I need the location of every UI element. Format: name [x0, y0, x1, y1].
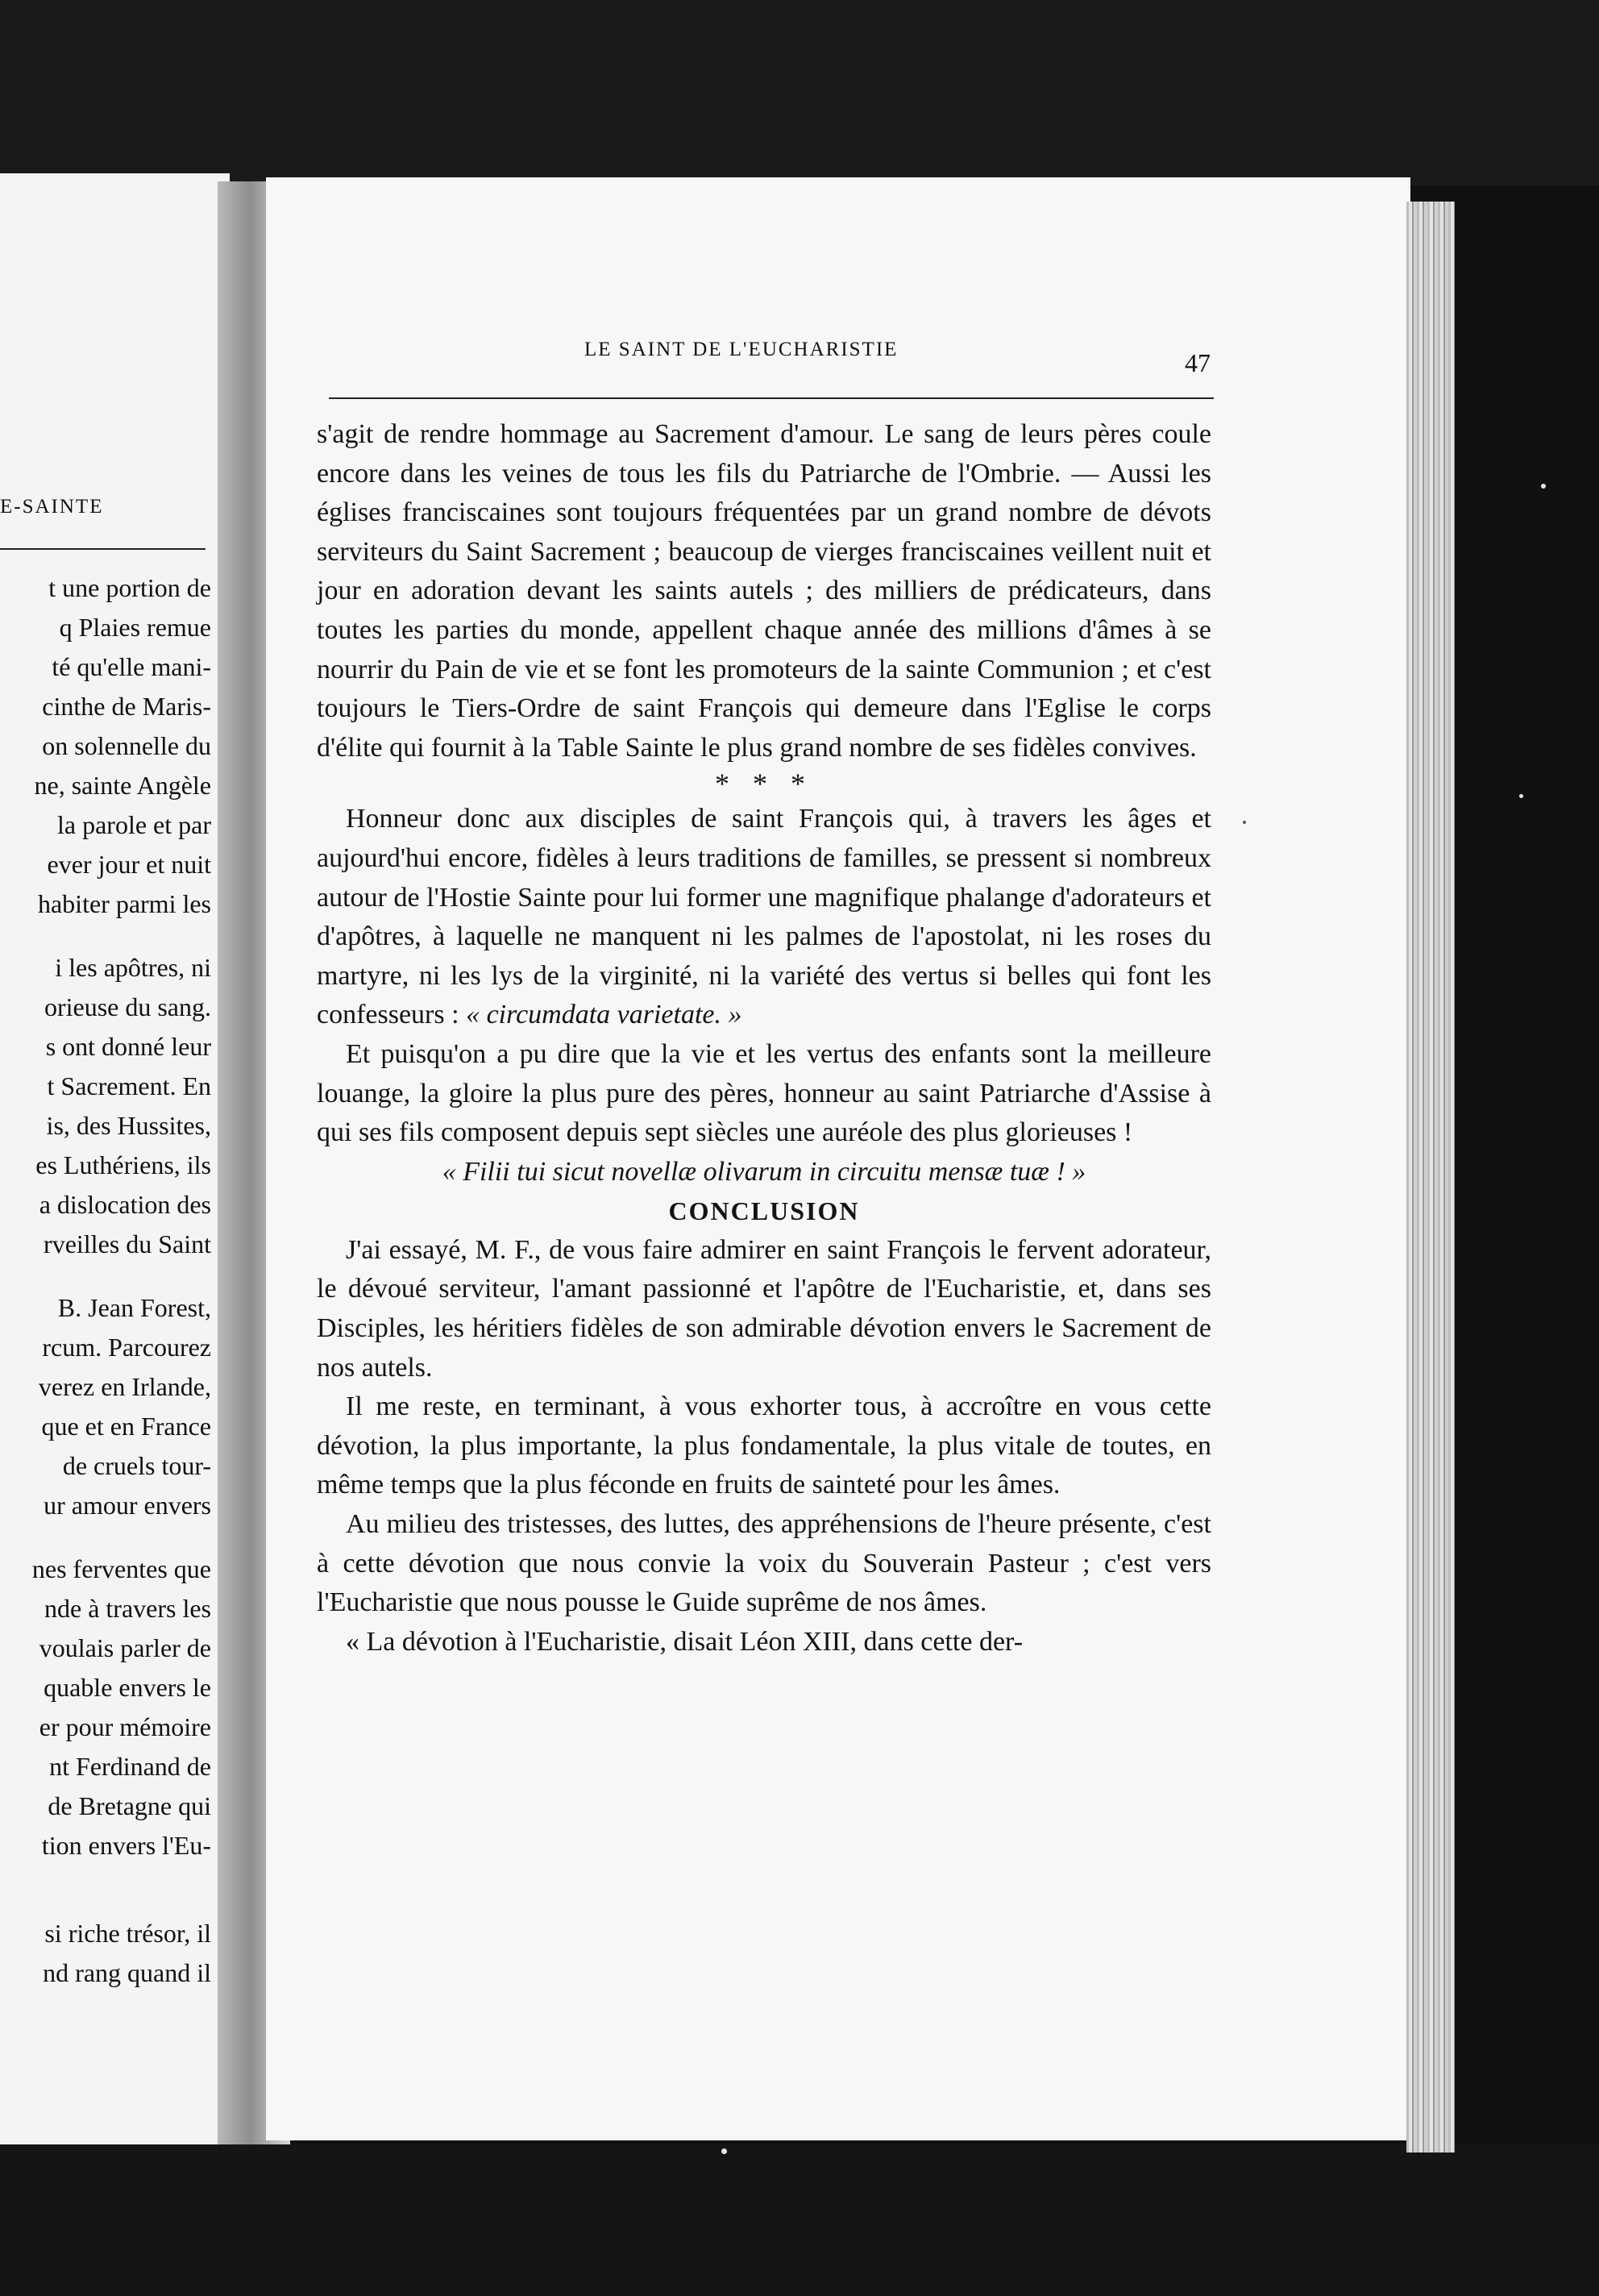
header-rule: [329, 397, 1214, 399]
left-page-gap: [0, 1866, 211, 1890]
left-page-text: [0, 568, 211, 1993]
paragraph-6: Au milieu des tristesses, des luttes, des appréhensions de l'heure présente, c'est à cette dévotion que nous convie la voix du Souverain Pasteur ; c'est vers l'Eucharistie que nous pousse le Guide suprême de nos âmes.: [317, 1509, 1211, 1618]
left-page-gap: [0, 1890, 211, 1914]
paragraph-1: s'agit de rendre hommage au Sacrement d'amour. Le sang de leurs pères coule encore dans les veines de tous les fils du Patriarche de l'Ombrie. — Aussi les églises franciscaines sont toujours fréquentées par un grand nombre de dévots serviteurs du Saint Sacrement ; beaucoup de vierges franciscaines veillent nuit et jour en adoration devant les saints autels ; des milliers de prédicateurs, dans toutes les parties du monde, appellent chaque année des millions d'âmes à se nourrir du Pain de vie et se font les promoteurs de la sainte Communion ; et c'est toujours le Tiers-Ordre de saint François qui demeure dans l'Eglise le corps d'élite qui fournit à la Table Sainte le plus grand nombre de ses fidèles convives.: [317, 419, 1211, 763]
left-page: [0, 173, 230, 2144]
left-page-line: nde à travers les: [44, 1594, 211, 1623]
dust-speck: [721, 2148, 727, 2154]
paragraph-2: [317, 800, 1211, 1035]
left-page-header: E-SAINTE: [0, 496, 104, 518]
conclusion-title: CONCLUSION: [668, 1196, 860, 1226]
asterism: * * *: [715, 767, 813, 801]
left-page-line: on solennelle du: [42, 731, 211, 760]
dust-speck: [1243, 821, 1246, 824]
left-page-line: nt Ferdinand de: [49, 1752, 211, 1781]
left-page-line: a dislocation des: [39, 1190, 211, 1219]
left-page-gap: [0, 1264, 211, 1288]
left-page-line: cinthe de Maris-: [42, 692, 211, 721]
left-page-line: habiter parmi les: [37, 889, 211, 918]
left-page-line: la parole et par: [57, 810, 211, 839]
page-edges: [1406, 202, 1455, 2152]
left-page-gap: [0, 924, 211, 948]
dust-speck: [1519, 794, 1523, 798]
background-bottom: [0, 2144, 1599, 2296]
left-page-line: de cruels tour-: [62, 1451, 211, 1480]
left-page-line: tion envers l'Eu-: [41, 1831, 211, 1860]
left-page-line: q Plaies remue: [59, 613, 211, 642]
left-page-line: nes ferventes que: [31, 1554, 211, 1583]
paragraph-3: Et puisqu'on a pu dire que la vie et les vertus des enfants sont la meilleure louange, la gloire la plus pure des pères, honneur au saint Patriarche d'Assise à qui ses fils composent depuis sept siècles une auréole des plus glorieuses !: [317, 1038, 1211, 1148]
left-page-line: B. Jean Forest,: [57, 1293, 211, 1322]
page-body: [317, 415, 1211, 1662]
paragraph-7: « La dévotion à l'Eucharistie, disait Léon XIII, dans cette der-: [346, 1626, 1024, 1657]
dust-speck: [1541, 484, 1546, 489]
background-top: [0, 0, 1599, 185]
running-header: LE SAINT DE L'EUCHARISTIE: [584, 339, 899, 360]
left-page-line: s ont donné leur: [45, 1032, 211, 1061]
paragraph-5: Il me reste, en terminant, à vous exhorter tous, à accroître en vous cette dévotion, la plus importante, la plus fondamentale, la plus vitale de toutes, en même temps que la plus féconde en fruits de sainteté pour les âmes.: [317, 1391, 1211, 1500]
paragraph-2-quote: « circumdata varietate. »: [466, 1000, 742, 1030]
left-page-line: orieuse du sang.: [44, 992, 211, 1021]
left-page-line: voulais parler de: [39, 1633, 211, 1662]
left-page-line: verez en Irlande,: [38, 1372, 211, 1401]
left-page-line: té qu'elle mani-: [52, 652, 211, 681]
left-page-line: i les apôtres, ni: [55, 953, 211, 982]
paragraph-4: J'ai essayé, M. F., de vous faire admirer en saint François le fervent adorateur, le dévoué serviteur, l'amant passionné et l'apôtre de l'Eucharistie, et, dans ses Disciples, les héritiers fidèles de son admirable dévotion envers le Sacrement de nos autels.: [317, 1234, 1211, 1383]
left-page-line: ever jour et nuit: [47, 850, 211, 879]
left-page-line: ne, sainte Angèle: [34, 771, 211, 800]
left-page-line: nd rang quand il: [43, 1958, 211, 1987]
left-page-gap: [0, 1525, 211, 1549]
left-page-line: rcum. Parcourez: [42, 1333, 211, 1362]
left-page-line: si riche trésor, il: [44, 1919, 211, 1948]
left-page-line: is, des Hussites,: [46, 1111, 211, 1140]
left-header-rule: [0, 548, 206, 550]
left-page-line: t une portion de: [48, 573, 211, 602]
left-page-line: es Luthériens, ils: [35, 1150, 211, 1179]
latin-quote: « Filii tui sicut novellæ olivarum in circuitu mensæ tuæ ! »: [442, 1156, 1086, 1187]
paragraph-2-text: Honneur donc aux disciples de saint François qui, à travers les âges et aujourd'hui encore, fidèles à leurs traditions de familles, se pressent si nombreux autour de l'Hostie Sainte pour lui former une magnifique phalange d'adorateurs et d'apôtres, à laquelle ne manquent ni les palmes de l'apostolat, ni les roses du martyre, ni les lys de la virginité, ni la variété des vertus si belles qui font les confesseurs :: [317, 804, 1211, 1030]
left-page-line: ur amour envers: [44, 1491, 211, 1520]
left-page-line: quable envers le: [44, 1673, 211, 1702]
left-page-line: er pour mémoire: [39, 1712, 211, 1741]
left-page-line: rveilles du Saint: [44, 1229, 211, 1258]
page-number: 47: [1185, 348, 1211, 377]
left-page-line: de Bretagne qui: [48, 1791, 211, 1820]
left-page-line: t Sacrement. En: [47, 1071, 211, 1100]
left-page-line: que et en France: [41, 1412, 211, 1441]
